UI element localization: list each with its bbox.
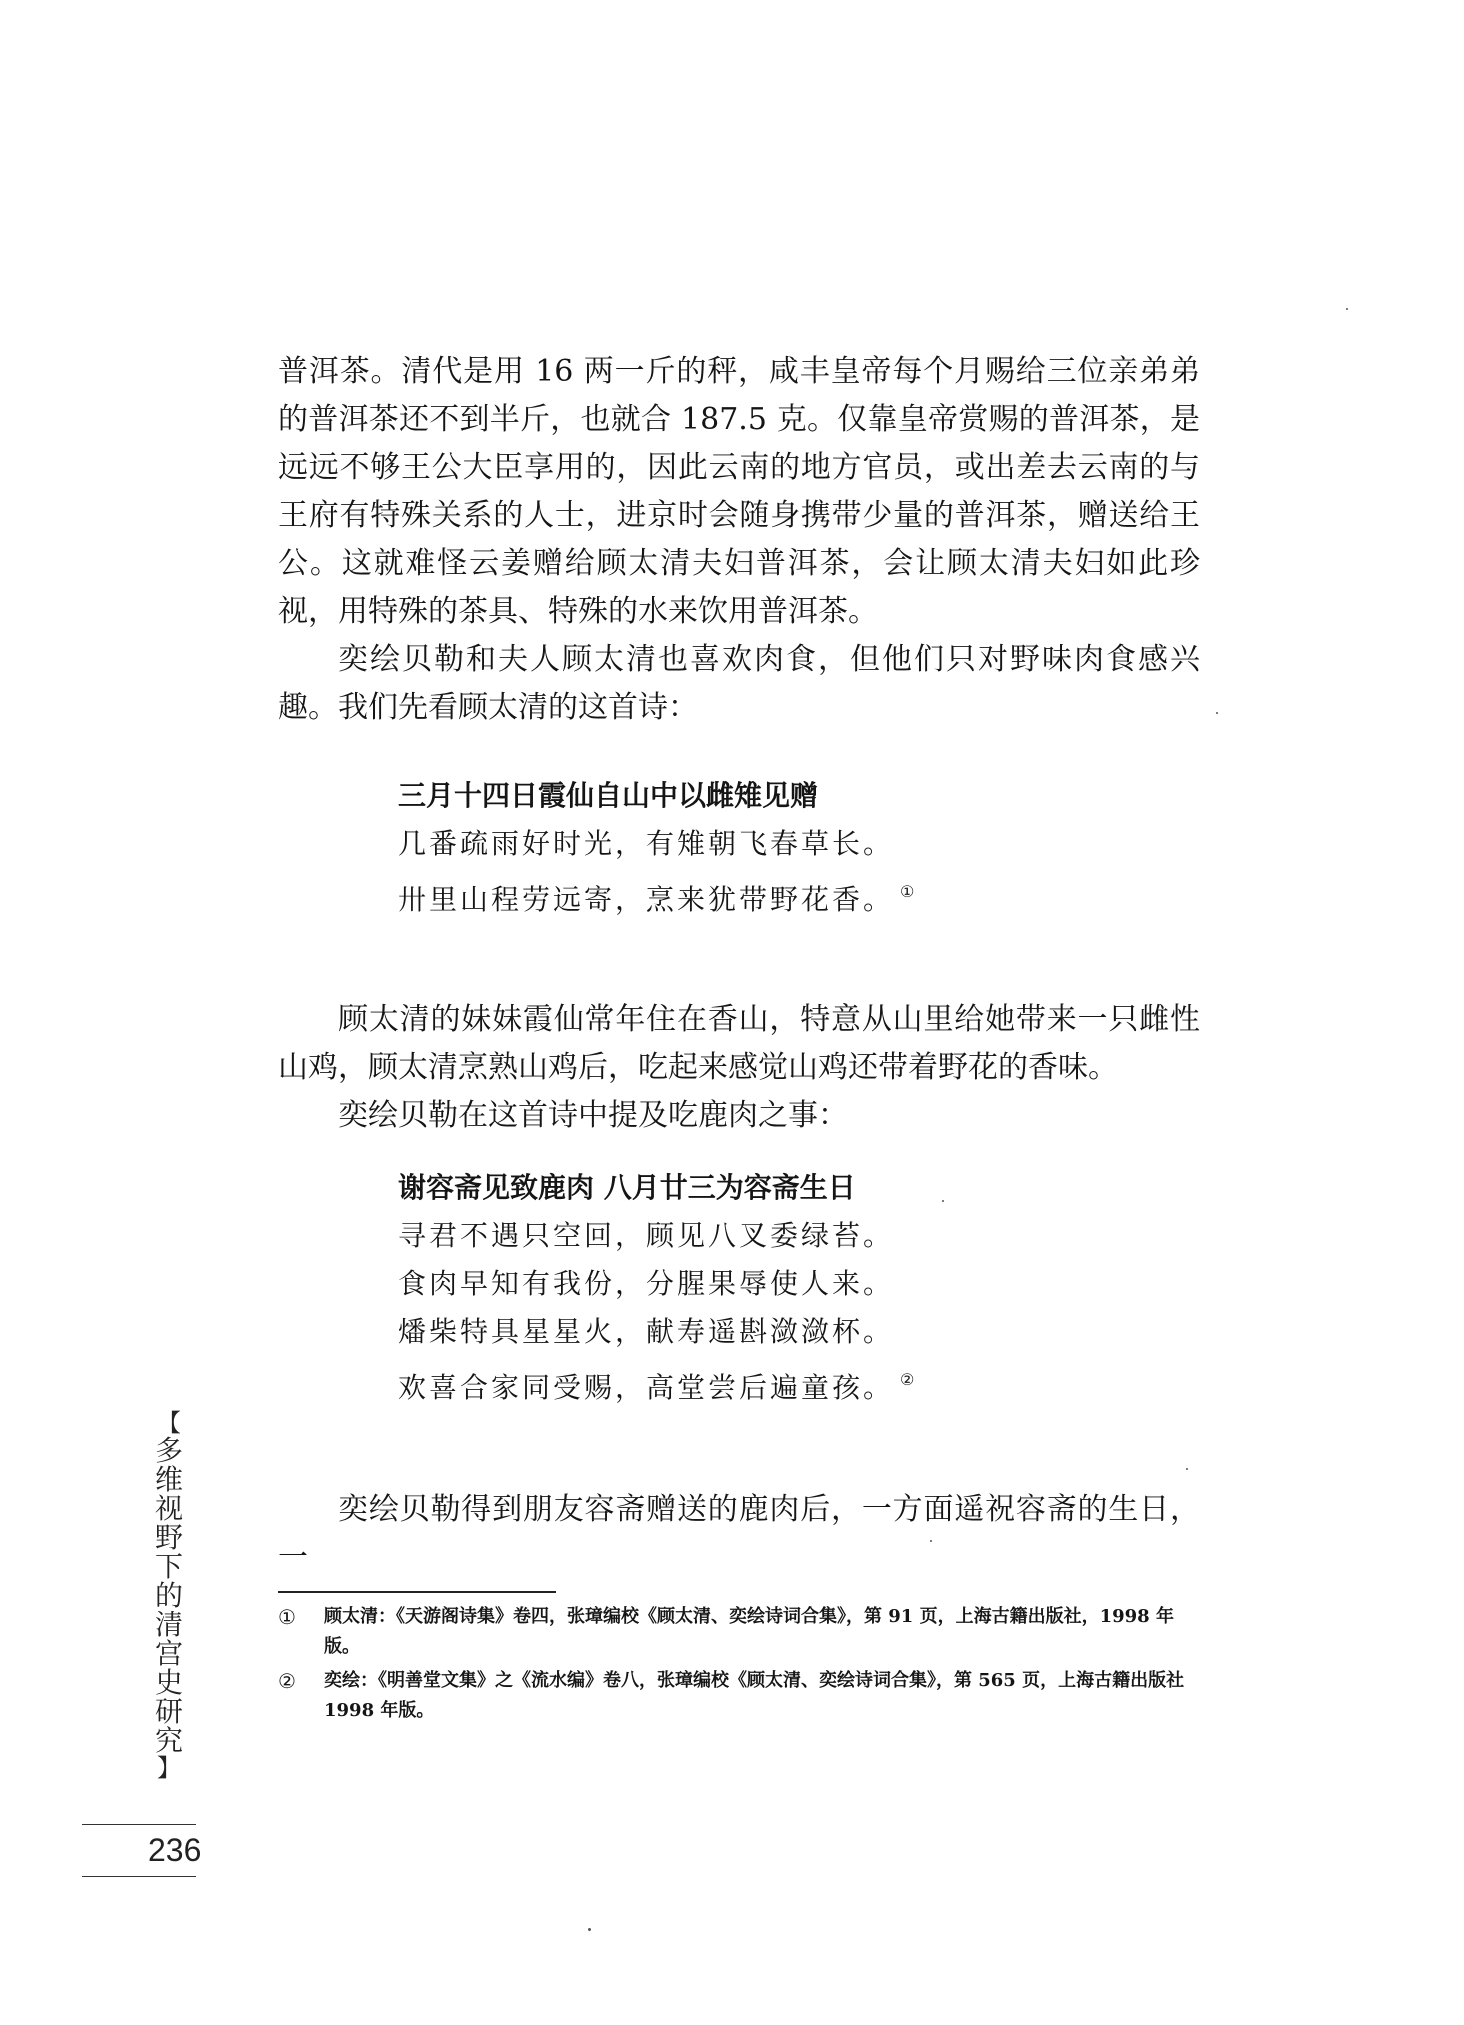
series-char: 视: [154, 1492, 183, 1525]
scan-speck: [1346, 308, 1348, 310]
poem-title: 三月十四日霞仙自山中以雌雉见赠: [398, 779, 819, 812]
series-char: 的: [154, 1579, 183, 1612]
series-char: 下: [154, 1550, 183, 1583]
page-number-rule-top: [82, 1824, 196, 1825]
series-char: 野: [154, 1521, 183, 1554]
scan-speck: [1186, 1468, 1188, 1470]
footnote-item: [278, 1666, 1200, 1726]
poem-line: 几番疏雨好时光，有雉朝飞春草长。: [398, 827, 895, 860]
footnotes: [278, 1602, 1200, 1730]
poem-line: 卅里山程劳远寄，烹来犹带野花香。 ①: [398, 882, 915, 916]
footnote-text: 奕绘：《明善堂文集》之《流水编》卷八，张璋编校《顾太清、奕绘诗词合集》，第 565 页，上海古籍出版社 1998 年版。: [324, 1670, 1185, 1721]
scan-speck: [588, 1928, 591, 1931]
poem-line: 寻君不遇只空回，顾见八叉委绿苔。: [398, 1219, 895, 1252]
paragraph-venison-intro: 奕绘贝勒在这首诗中提及吃鹿肉之事：: [338, 1098, 848, 1133]
poem-pheasant: [398, 772, 1118, 924]
footnote-marker: ②: [278, 1669, 296, 1693]
page-number-rule-bottom: [82, 1876, 196, 1877]
poem-venison: [398, 1164, 1118, 1412]
poem-line: 燔柴特具星星火，献寿遥斟潋潋杯。: [398, 1315, 895, 1348]
footnote-item: [278, 1602, 1200, 1662]
poem-title: 谢容斋见致鹿肉 八月廿三为容斋生日: [398, 1171, 856, 1204]
footnote-text: 顾太清：《天游阁诗集》卷四，张璋编校《顾太清、奕绘诗词合集》，第 91 页，上海古籍出版社，1998 年版。: [324, 1606, 1174, 1657]
series-char: 清: [154, 1608, 183, 1641]
series-char: 研: [154, 1695, 183, 1728]
series-char: 维: [154, 1463, 183, 1496]
series-char: 史: [154, 1666, 183, 1699]
book-series-title: [148, 1410, 190, 1781]
paragraph-game-meat-intro: 奕绘贝勒和夫人顾太清也喜欢肉食，但他们只对野味肉食感兴趣。我们先看顾太清的这首诗：: [278, 642, 1200, 725]
series-bracket-open: 【: [157, 1409, 181, 1437]
scan-speck: [1216, 712, 1218, 714]
series-bracket-close: 】: [157, 1754, 181, 1782]
scan-speck: [930, 1540, 932, 1542]
paragraph-pu-er-tea: 普洱茶。清代是用 16 两一斤的秤，咸丰皇帝每个月赐给三位亲弟弟的普洱茶还不到半斤，也就合 187.5 克。仅靠皇帝赏赐的普洱茶，是远远不够王公大臣享用的，因此云南的地方官员，或出差去云南的与王府有特殊关系的人士，进京时会随身携带少量的普洱茶，赠送给王公。这就难怪云姜赠给顾太清夫妇普洱茶，会让顾太清夫妇如此珍视，用特殊的茶具、特殊的水来饮用普洱茶。: [278, 354, 1200, 629]
poem-line: 欢喜合家同受赐，高堂尝后遍童孩。 ②: [398, 1370, 915, 1404]
footnote-marker: ①: [278, 1605, 296, 1629]
paragraph-yihui-birthday: 奕绘贝勒得到朋友容斋赠送的鹿肉后，一方面遥祝容斋的生日，一: [278, 1492, 1200, 1575]
footnote-ref: ②: [900, 1370, 915, 1389]
paragraph-xiaxian: 顾太清的妹妹霞仙常年住在香山，特意从山里给她带来一只雌性山鸡，顾太清烹熟山鸡后，吃起来感觉山鸡还带着野花的香味。: [278, 1002, 1200, 1085]
footnote-divider: [278, 1591, 556, 1593]
series-char: 多: [154, 1434, 183, 1467]
series-char: 究: [154, 1724, 183, 1757]
poem-line: 食肉早知有我份，分腥果辱使人来。: [398, 1267, 895, 1300]
series-char: 宫: [154, 1637, 183, 1670]
footnote-ref: ①: [900, 882, 915, 901]
page-number: 236: [148, 1832, 202, 1868]
scan-speck: [942, 1200, 944, 1202]
